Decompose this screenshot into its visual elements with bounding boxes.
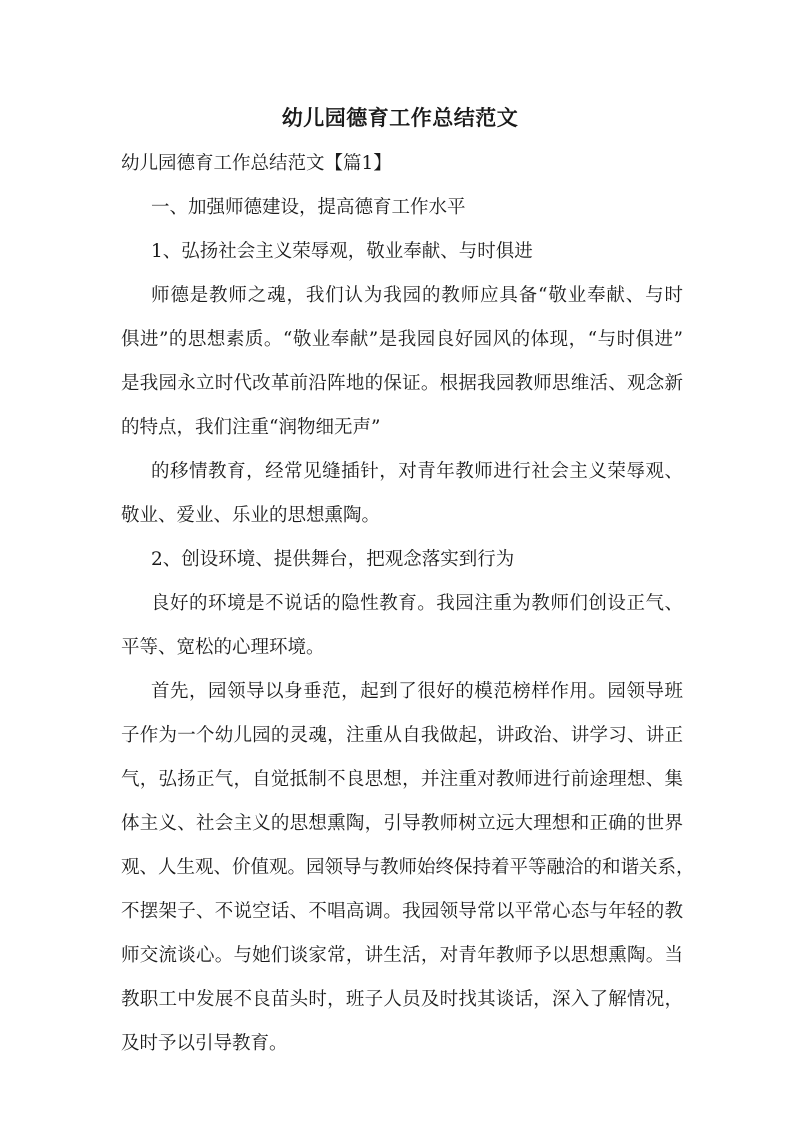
subheading-1: 1、弘扬社会主义荣辱观，敬业奉献、与时俱进 — [151, 241, 533, 262]
paragraph-line: 俱进”的思想素质。“敬业奉献”是我园良好园风的体现，“与时俱进” — [121, 329, 683, 350]
paragraph-line: 不摆架子、不说空话、不唱高调。我园领导常以平常心态与年轻的教 — [121, 901, 683, 922]
document-body — [121, 145, 695, 1062]
paragraph-line: 师德是教师之魂，我们认为我园的教师应具备“敬业奉献、与时 — [151, 285, 683, 306]
paragraph-line: 是我园永立时代改革前沿阵地的保证。根据我园教师思维活、观念新 — [121, 373, 683, 394]
paragraph-line: 敬业、爱业、乐业的思想熏陶。 — [121, 505, 381, 526]
paragraph-line: 师交流谈心。与她们谈家常，讲生活，对青年教师予以思想熏陶。当 — [121, 945, 683, 966]
paragraph-line: 及时予以引导教育。 — [121, 1033, 288, 1054]
paragraph-line: 的特点，我们注重“润物细无声” — [121, 417, 381, 438]
paragraph-line: 平等、宽松的心理环境。 — [121, 637, 325, 658]
paragraph-line: 子作为一个幼儿园的灵魂，注重从自我做起，讲政治、讲学习、讲正 — [121, 725, 683, 746]
paragraph-line: 教职工中发展不良苗头时，班子人员及时找其谈话，深入了解情况， — [121, 989, 683, 1010]
section-subtitle: 幼儿园德育工作总结范文【篇1】 — [121, 153, 392, 174]
paragraph-line: 体主义、社会主义的思想熏陶，引导教师树立远大理想和正确的世界 — [121, 813, 683, 834]
section-heading-1: 一、加强师德建设，提高德育工作水平 — [151, 197, 466, 218]
paragraph-line: 气，弘扬正气，自觉抵制不良思想，并注重对教师进行前途理想、集 — [121, 769, 683, 790]
paragraph-3 — [121, 585, 683, 666]
paragraph-line: 观、人生观、价值观。园领导与教师始终保持着平等融洽的和谐关系， — [121, 857, 695, 878]
subheading-2: 2、创设环境、提供舞台，把观念落实到行为 — [151, 549, 515, 570]
paragraph-line: 首先，园领导以身垂范，起到了很好的模范榜样作用。园领导班 — [151, 681, 683, 702]
paragraph-2 — [121, 453, 683, 534]
paragraph-line: 的移情教育，经常见缝插针，对青年教师进行社会主义荣辱观、 — [151, 461, 683, 482]
paragraph-4 — [121, 673, 695, 1062]
document-title: 幼儿园德育工作总结范文 — [281, 105, 519, 130]
paragraph-line: 良好的环境是不说话的隐性教育。我园注重为教师们创设正气、 — [151, 593, 683, 614]
paragraph-1 — [121, 277, 683, 446]
